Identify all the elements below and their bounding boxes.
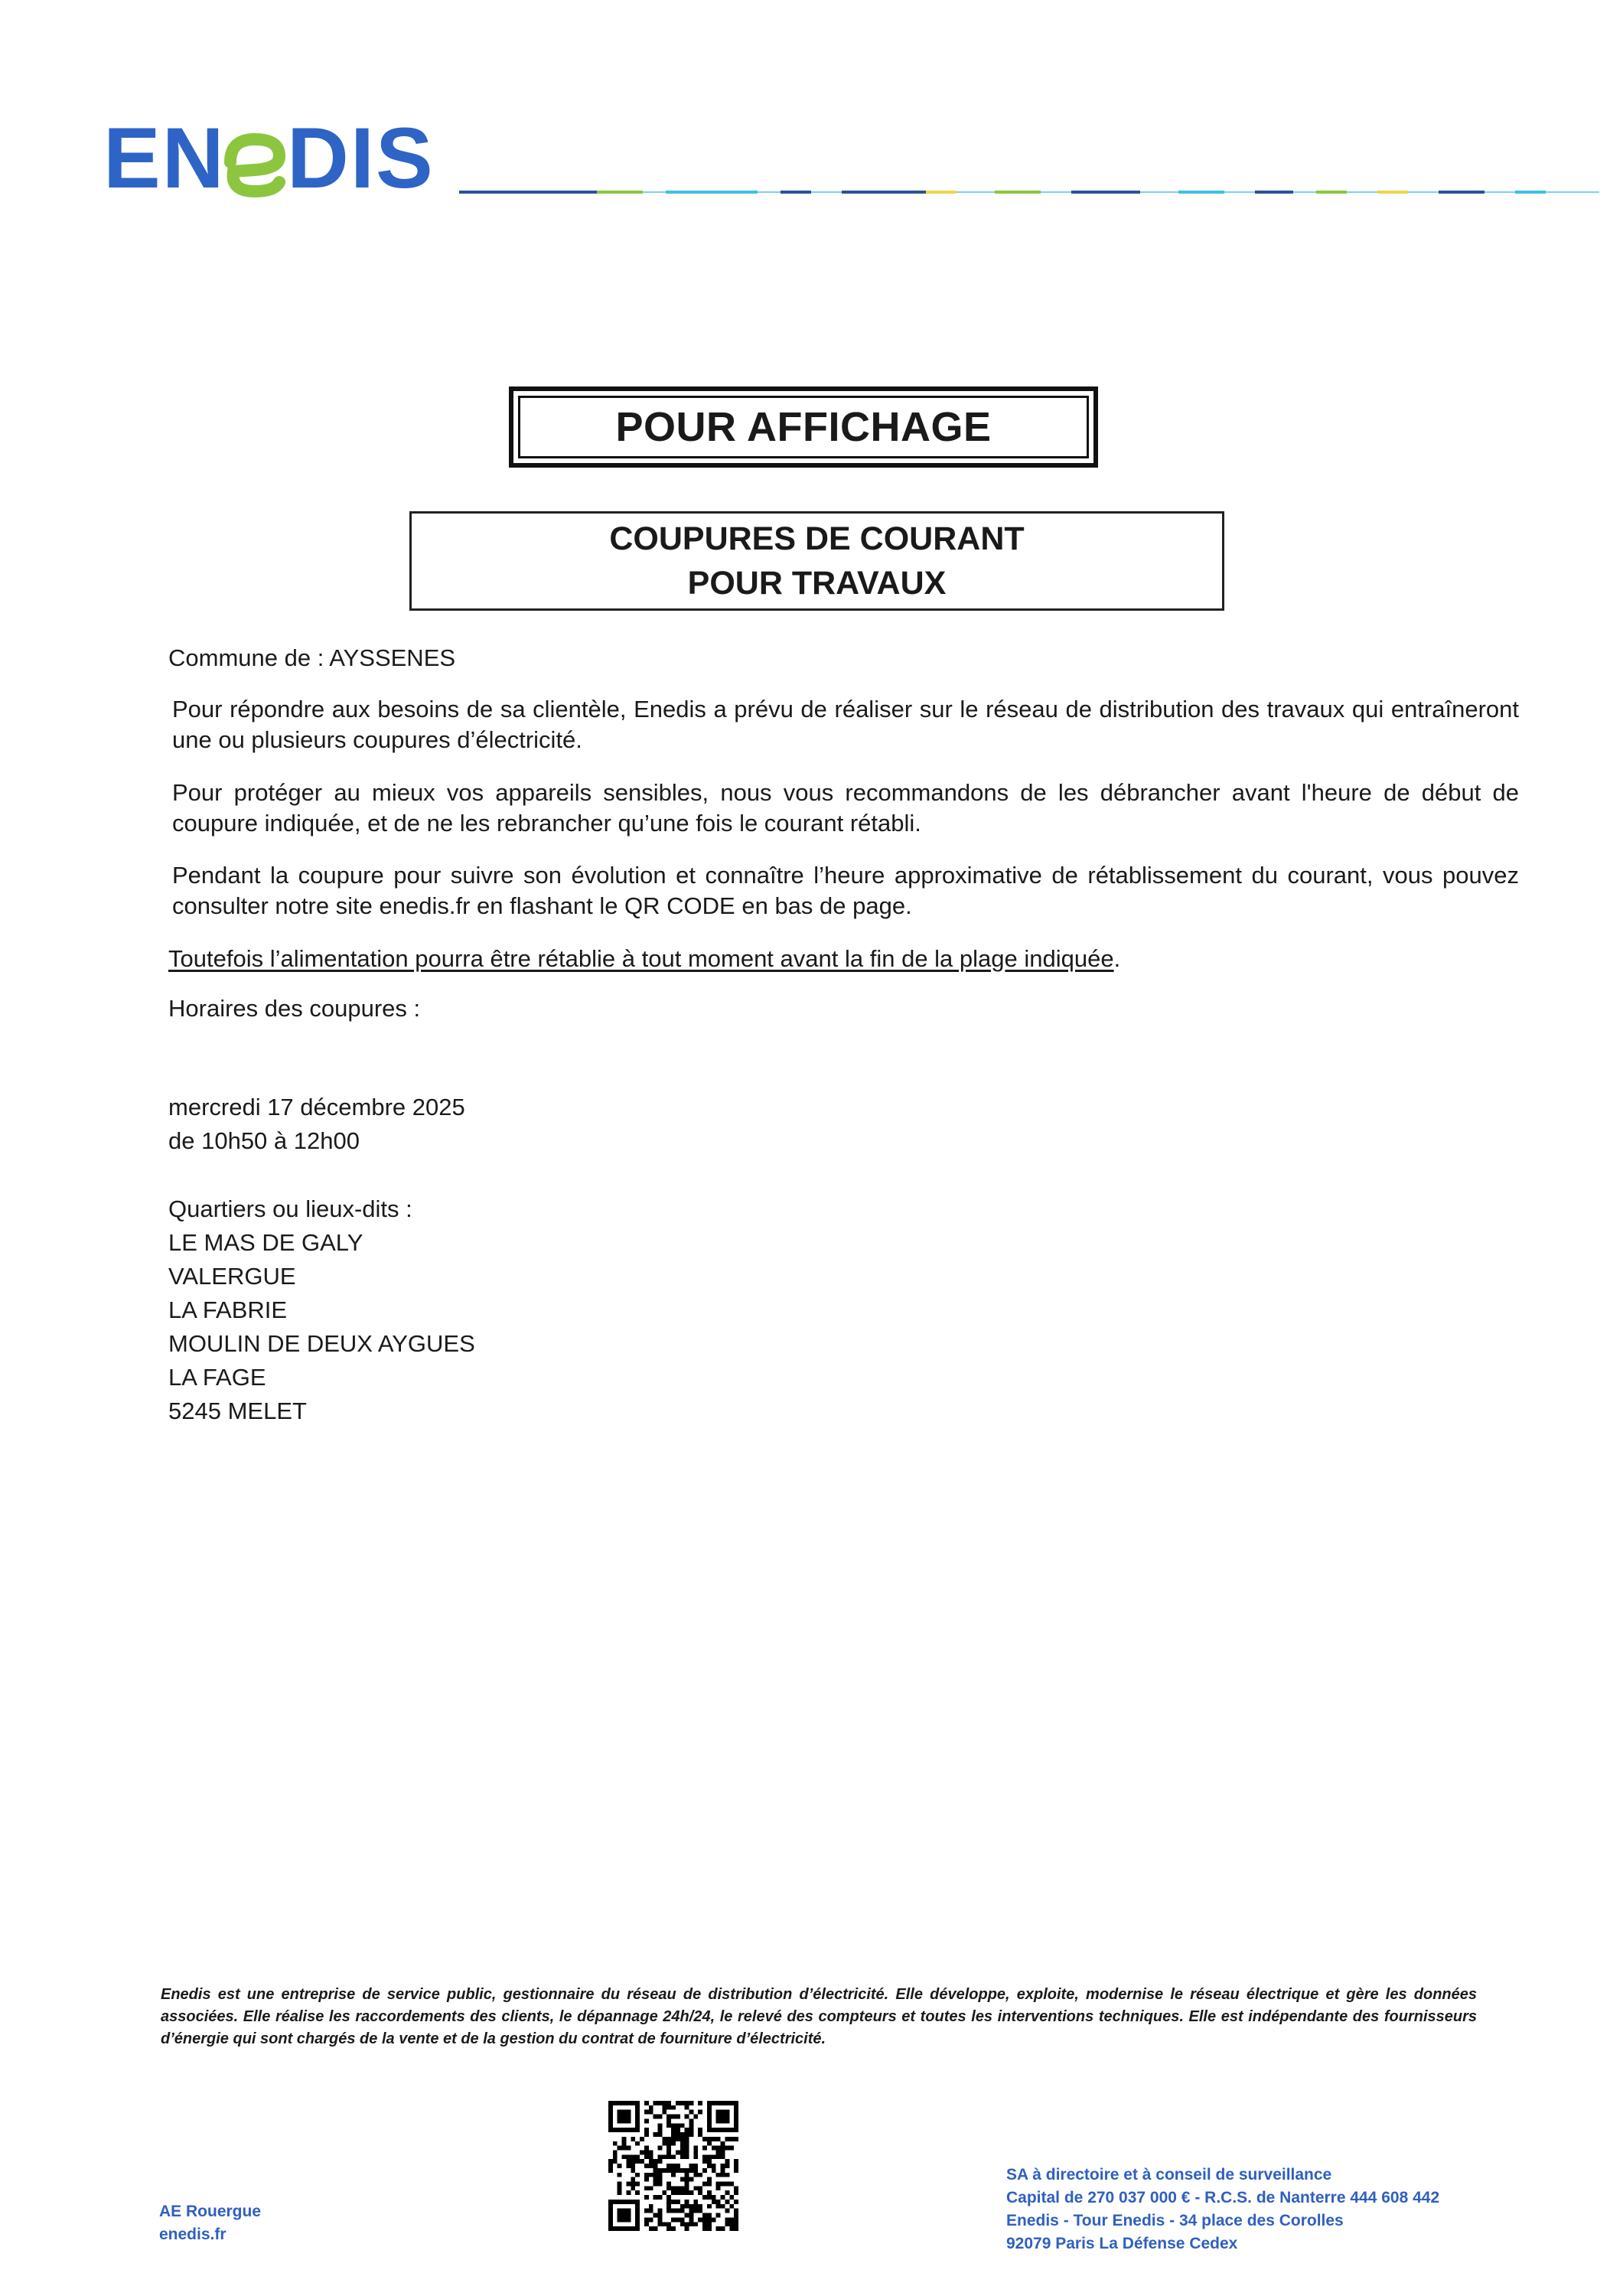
svg-text:EN: EN [103, 115, 226, 199]
ae-block [159, 2200, 261, 2246]
paragraph-3: Pendant la coupure pour suivre son évolution et connaître l’heure approximative de rétablissement du courant, vous pouvez consulter notre site enedis.fr en flashant le QR CODE en bas de page. [172, 862, 1519, 919]
commune-line: Commune de : AYSSENES [168, 644, 456, 671]
subtitle-line-2: POUR TRAVAUX [687, 565, 947, 602]
legal-line: 92079 Paris La Défense Cedex [1006, 2235, 1238, 2252]
place-item: LE MAS DE GALY [168, 1229, 363, 1256]
company-legal-block [1006, 2164, 1439, 2255]
schedule-block [168, 1091, 465, 1158]
legal-line: SA à directoire et à conseil de surveillance [1006, 2166, 1332, 2183]
place-item: LA FABRIE [168, 1296, 288, 1323]
ae-name: AE Rouergue [159, 2203, 262, 2220]
paragraph-1: Pour répondre aux besoins de sa clientèle, Enedis a prévu de réaliser sur le réseau de distribution des travaux qui entraîneront une ou plusieurs coupures d’électricité. [172, 696, 1519, 753]
place-item: MOULIN DE DEUX AYGUES [168, 1330, 475, 1357]
legal-line: Capital de 270 037 000 € - R.C.S. de Nanterre 444 608 442 [1006, 2189, 1440, 2206]
ae-website[interactable]: enedis.fr [159, 2226, 227, 2243]
schedule-label: Horaires des coupures : [168, 995, 421, 1022]
page-title: POUR AFFICHAGE [518, 396, 1089, 458]
subtitle-box [409, 511, 1224, 611]
notice-end: . [1113, 945, 1121, 972]
places-label: Quartiers ou lieux-dits : [168, 1195, 412, 1222]
paragraph-2: Pour protéger au mieux vos appareils sensibles, nous vous recommandons de les débrancher avant l'heure de début de coupure indiquée, et de ne les rebrancher qu’une fois le courant rétabli. [172, 779, 1519, 837]
legal-line: Enedis - Tour Enedis - 34 place des Corolles [1006, 2212, 1344, 2229]
svg-text:DIS: DIS [287, 115, 435, 199]
place-item: VALERGUE [168, 1263, 296, 1290]
place-item: LA FAGE [168, 1364, 266, 1391]
notice-text: Toutefois l’alimentation pourra être rétablie à tout moment avant la fin de la plage indiquée [168, 945, 1114, 972]
header-divider [459, 190, 1599, 194]
schedule-time: de 10h50 à 12h00 [168, 1127, 360, 1154]
qr-code-icon[interactable] [608, 2101, 738, 2231]
enedis-logo [103, 115, 455, 199]
schedule-date: mercredi 17 décembre 2025 [168, 1094, 465, 1120]
footer-note: Enedis est une entreprise de service public, gestionnaire du réseau de distribution d’électricité. Elle développe, exploite, modernise le réseau électrique et gère les données associées. Elle réalise les raccordements des clients, le dépannage 24h/24, le relevé des compteurs et toutes les interventions techniques. Elle est indépendante des fournisseurs d’énergie qui sont chargés de la vente et de la gestion du contrat de fourniture d’électricité. [161, 1986, 1477, 2047]
title-box [509, 386, 1098, 468]
places-block [168, 1192, 475, 1428]
notice-line [168, 944, 1120, 974]
place-item: 5245 MELET [168, 1397, 307, 1424]
subtitle-line-1: COUPURES DE COURANT [609, 520, 1025, 557]
